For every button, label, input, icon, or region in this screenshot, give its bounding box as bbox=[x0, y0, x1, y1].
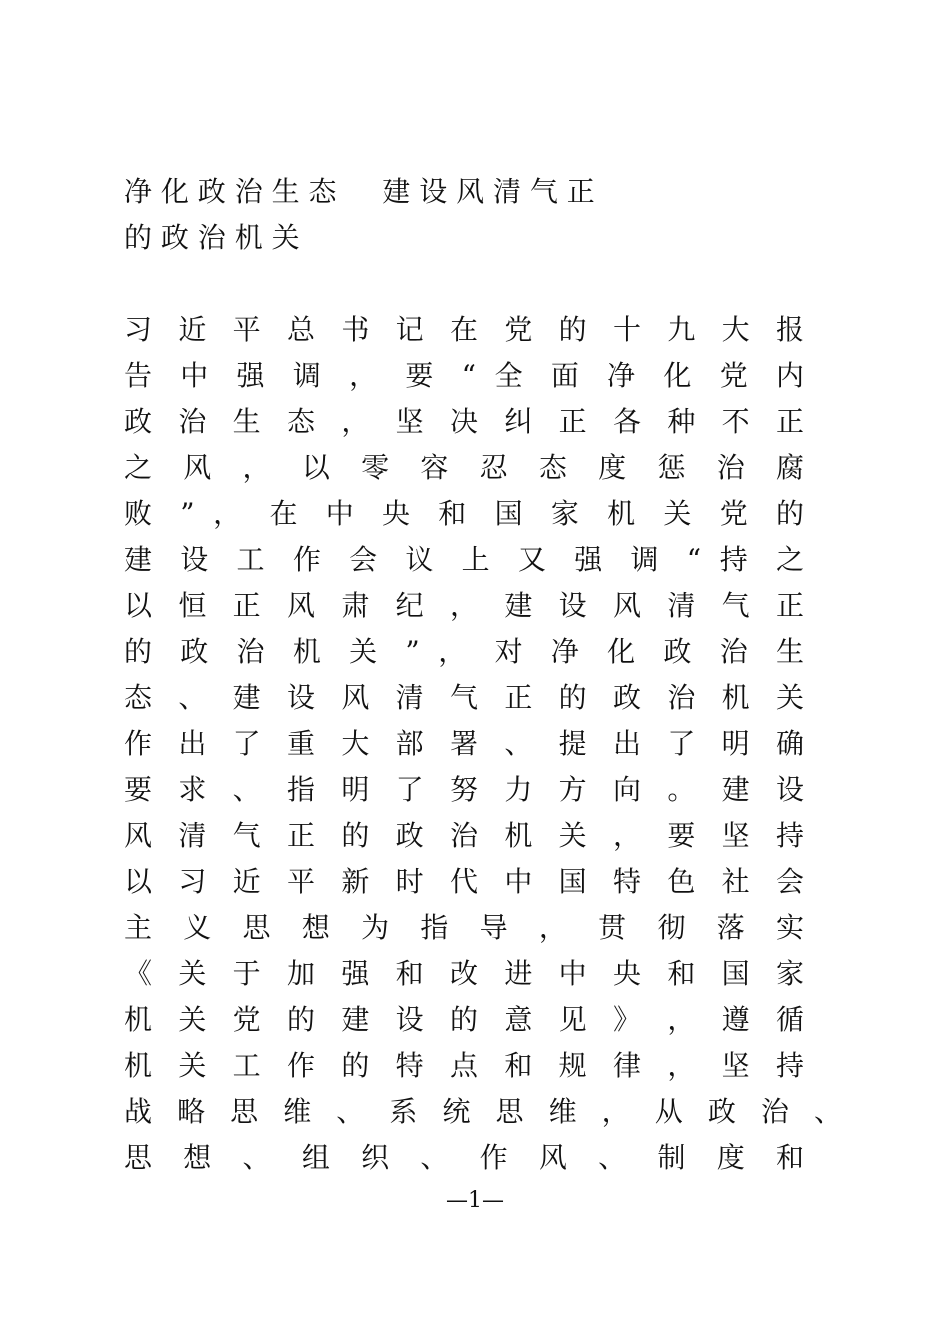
body-line: 机 关 党 的 建 设 的 意 见 》 ， 遵 循 bbox=[124, 1003, 804, 1036]
page-number: —1— bbox=[446, 1188, 504, 1213]
body-line: 《 关 于 加 强 和 改 进 中 央 和 国 家 bbox=[124, 957, 804, 990]
title-line-2: 的 政 治 机 关 bbox=[124, 221, 300, 254]
body-line: 风 清 气 正 的 政 治 机 关 ， 要 坚 持 bbox=[124, 819, 804, 852]
body-line: 主 义 思 想 为 指 导 ， 贯 彻 落 实 bbox=[124, 911, 804, 944]
body-line: 以 习 近 平 新 时 代 中 国 特 色 社 会 bbox=[124, 865, 804, 898]
body-line: 思 想 、 组 织 、 作 风 、 制 度 和 bbox=[124, 1141, 804, 1174]
body-line: 要 求 、 指 明 了 努 力 方 向 。 建 设 bbox=[124, 773, 804, 806]
body-line: 机 关 工 作 的 特 点 和 规 律 ， 坚 持 bbox=[124, 1049, 804, 1082]
body-line: 习 近 平 总 书 记 在 党 的 十 九 大 报 bbox=[124, 313, 804, 346]
body-line: 政 治 生 态 ， 坚 决 纠 正 各 种 不 正 bbox=[124, 405, 804, 438]
title-line-1: 净 化 政 治 生 态 建 设 风 清 气 正 bbox=[124, 175, 595, 208]
body-line: 的 政 治 机 关 ” ， 对 净 化 政 治 生 bbox=[124, 635, 804, 668]
body-line: 战 略 思 维 、 系 统 思 维 ， 从 政 治 、 bbox=[124, 1095, 842, 1128]
body-line: 态 、 建 设 风 清 气 正 的 政 治 机 关 bbox=[124, 681, 804, 714]
body-line: 以 恒 正 风 肃 纪 ， 建 设 风 清 气 正 bbox=[124, 589, 804, 622]
body-line: 作 出 了 重 大 部 署 、 提 出 了 明 确 bbox=[124, 727, 804, 760]
body-line: 败 ” ， 在 中 央 和 国 家 机 关 党 的 bbox=[124, 497, 804, 530]
body-line: 告 中 强 调 ， 要 “ 全 面 净 化 党 内 bbox=[124, 359, 804, 392]
body-line: 之 风 ， 以 零 容 忍 态 度 惩 治 腐 bbox=[124, 451, 804, 484]
body-line: 建 设 工 作 会 议 上 又 强 调 “ 持 之 bbox=[124, 543, 804, 576]
